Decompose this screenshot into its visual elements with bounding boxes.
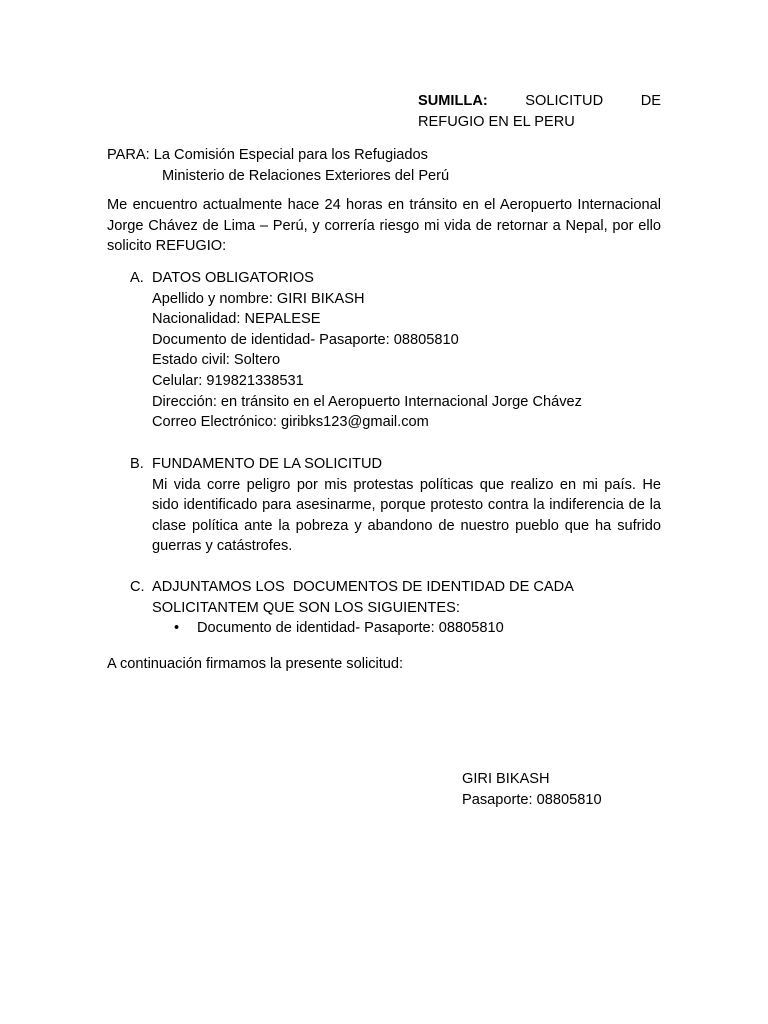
sumilla-block bbox=[418, 91, 661, 132]
section-a-heading bbox=[130, 268, 661, 289]
item-celular: Celular: 919821338531 bbox=[152, 372, 304, 389]
section-fundamento bbox=[130, 454, 661, 557]
section-c-heading bbox=[130, 577, 661, 598]
item-apellido-nombre: Apellido y nombre: GIRI BIKASH bbox=[152, 290, 365, 307]
bullet-list-item bbox=[130, 618, 661, 639]
addressee-line-1: PARA: La Comisión Especial para los Refugiados bbox=[107, 147, 428, 163]
section-b-text: Mi vida corre peligro por mis protestas políticas que realizo en mi país. He sido identificado para asesinarme, porque protesto contra la indiferencia de la clase política ante la pobreza y abandono de nuestro pueblo que ha sufrido guerras y catástrofes. bbox=[152, 476, 661, 555]
section-b-letter: B. bbox=[130, 456, 144, 472]
bullet-icon: • bbox=[174, 620, 180, 637]
item-documento-identidad: Documento de identidad- Pasaporte: 08805810 bbox=[152, 331, 459, 348]
sumilla-word-solicitud: SOLICITUD bbox=[525, 93, 604, 109]
item-estado-civil: Estado civil: Soltero bbox=[152, 352, 281, 369]
item-direccion: Dirección: en tránsito en el Aeropuerto Internacional Jorge Chávez bbox=[152, 393, 582, 410]
section-b-title: FUNDAMENTO DE LA SOLICITUD bbox=[152, 456, 383, 472]
sumilla-label: SUMILLA: bbox=[418, 93, 488, 109]
item-correo: Correo Electrónico: giribks123@gmail.com bbox=[152, 414, 429, 431]
sumilla-word-de: DE bbox=[640, 93, 661, 109]
section-a-title: DATOS OBLIGATORIOS bbox=[152, 270, 314, 286]
sumilla-line-1 bbox=[418, 91, 661, 112]
section-a-items bbox=[130, 289, 661, 433]
addressee-block bbox=[107, 145, 667, 186]
signature-passport: Pasaporte: 08805810 bbox=[462, 791, 602, 808]
sumilla-line-2: REFUGIO EN EL PERU bbox=[418, 113, 575, 130]
section-c-title-line-1: ADJUNTAMOS LOS DOCUMENTOS DE IDENTIDAD DE CADA bbox=[152, 579, 574, 595]
addressee-line-2: Ministerio de Relaciones Exteriores del Perú bbox=[162, 167, 450, 184]
section-a-letter: A. bbox=[130, 270, 144, 286]
intro-paragraph: Me encuentro actualmente hace 24 horas en tránsito en el Aeropuerto Internacional Jorge Chávez de Lima – Perú, y correría riesgo mi vida de retornar a Nepal, por ello solicito REFUGIO: bbox=[107, 197, 661, 255]
section-c-title-line-2: SOLICITANTEM QUE SON LOS SIGUIENTES: bbox=[152, 599, 460, 616]
section-c-letter: C. bbox=[130, 579, 145, 595]
signature-name: GIRI BIKASH bbox=[462, 771, 550, 787]
section-adjuntamos bbox=[130, 577, 661, 639]
closing-line: A continuación firmamos la presente solicitud: bbox=[107, 656, 404, 672]
signature-block bbox=[462, 769, 602, 810]
bullet-text: Documento de identidad- Pasaporte: 08805810 bbox=[197, 620, 504, 637]
section-b-heading bbox=[130, 454, 661, 475]
section-datos-obligatorios bbox=[130, 268, 661, 433]
item-nacionalidad: Nacionalidad: NEPALESE bbox=[152, 311, 321, 328]
